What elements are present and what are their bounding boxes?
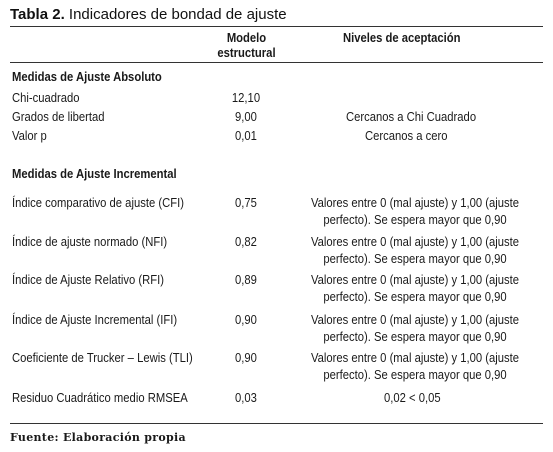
row-name: Residuo Cuadrático medio RMSEA — [12, 391, 188, 405]
row-criteria: Valores entre 0 (mal ajuste) y 1,00 (ajuste perfecto). Se espera mayor que 0,90 — [310, 351, 520, 382]
table-label: Tabla 2. — [10, 6, 65, 23]
row-name: Coeficiente de Trucker – Lewis (TLI) — [12, 351, 193, 365]
row-value: 0,89 — [235, 273, 257, 287]
row-name: Índice de Ajuste Incremental (IFI) — [12, 313, 178, 327]
header-model-line1: Modelo — [226, 31, 267, 45]
row-criteria: Valores entre 0 (mal ajuste) y 1,00 (ajuste perfecto). Se espera mayor que 0,90 — [310, 235, 520, 266]
row-value: 0,90 — [235, 313, 257, 327]
row-criteria: Valores entre 0 (mal ajuste) y 1,00 (ajuste perfecto). Se espera mayor que 0,90 — [310, 313, 520, 344]
top-rule — [10, 26, 543, 27]
row-criteria: Valores entre 0 (mal ajuste) y 1,00 (ajuste perfecto). Se espera mayor que 0,90 — [310, 196, 520, 227]
row-name: Chi-cuadrado — [12, 91, 80, 105]
row-value: 9,00 — [235, 110, 257, 124]
row-value: 0,03 — [235, 391, 257, 405]
row-value: 0,01 — [235, 129, 257, 143]
row-value: 12,10 — [231, 91, 261, 105]
table-footer: Fuente: Elaboración propia — [10, 431, 186, 444]
row-criteria: Cercanos a cero — [365, 129, 448, 143]
row-value: 0,90 — [235, 351, 257, 365]
table-caption — [10, 6, 287, 23]
header-rule — [10, 62, 543, 63]
header-criteria: Niveles de aceptación — [343, 31, 461, 45]
row-name: Índice de ajuste normado (NFI) — [12, 235, 168, 249]
row-criteria: 0,02 < 0,05 — [384, 391, 441, 405]
header-model-line2: estructural — [217, 46, 276, 60]
table-title: Indicadores de bondad de ajuste — [68, 6, 287, 23]
row-name: Grados de libertad — [12, 110, 105, 124]
bottom-rule — [10, 423, 543, 424]
row-criteria: Valores entre 0 (mal ajuste) y 1,00 (ajuste perfecto). Se espera mayor que 0,90 — [310, 273, 520, 304]
row-name: Índice comparativo de ajuste (CFI) — [12, 196, 184, 210]
row-value: 0,75 — [235, 196, 257, 210]
section-title: Medidas de Ajuste Absoluto — [12, 70, 162, 84]
row-criteria: Cercanos a Chi Cuadrado — [346, 110, 477, 124]
row-value: 0,82 — [235, 235, 257, 249]
section-title: Medidas de Ajuste Incremental — [12, 167, 177, 181]
row-name: Valor p — [12, 129, 47, 143]
row-name: Índice de Ajuste Relativo (RFI) — [12, 273, 164, 287]
header-model — [215, 31, 278, 61]
